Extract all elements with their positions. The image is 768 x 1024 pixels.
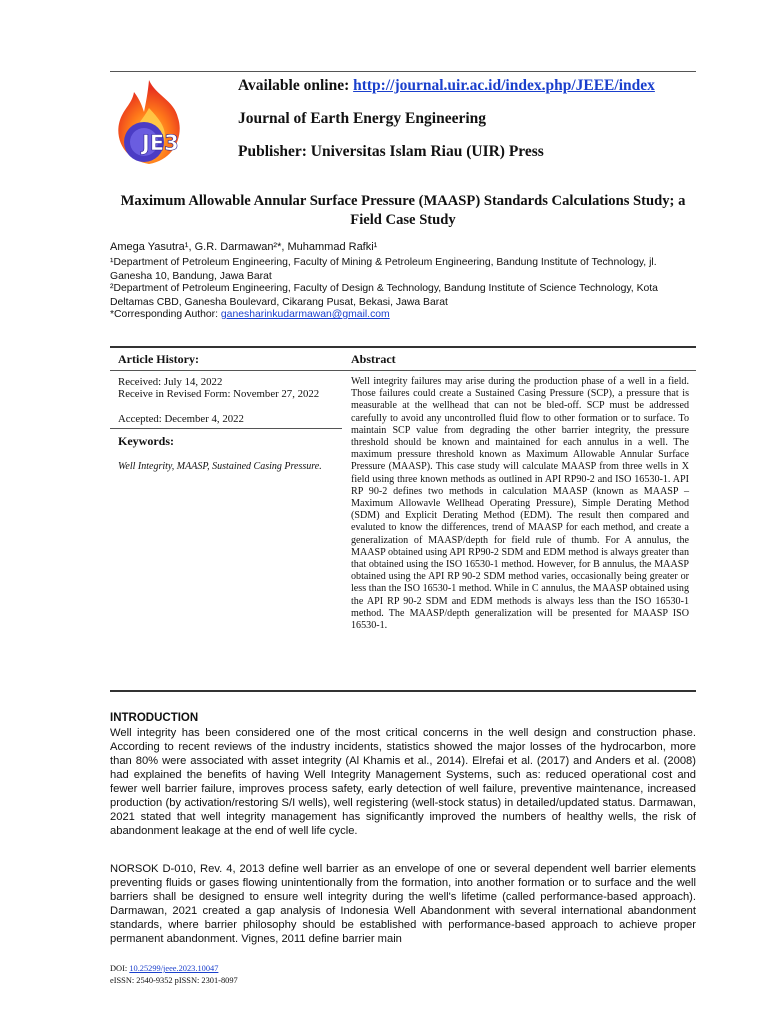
abstract-heading: Abstract bbox=[351, 352, 396, 366]
corresponding-author bbox=[110, 308, 696, 322]
box-top-rule bbox=[110, 346, 696, 348]
corresponding-email-link[interactable]: ganesharinkudarmawan@gmail.com bbox=[220, 309, 390, 320]
available-label: Available online: bbox=[238, 77, 354, 94]
paper-title: Maximum Allowable Annular Surface Pressure (MAASP) Standards Calculations Study; a Field Case Study bbox=[120, 193, 686, 228]
journal-name: Journal of Earth Energy Engineering bbox=[238, 110, 487, 127]
authors: Amega Yasutra¹, G.R. Darmawan²*, Muhammad Rafki¹ bbox=[110, 241, 378, 253]
affiliation-1: ¹Department of Petroleum Engineering, Faculty of Mining & Petroleum Engineering, Bandung Institute of Technology, jl. Ganesha 10, Bandung, Jawa Barat bbox=[110, 257, 657, 282]
revised-date: Receive in Revised Form: November 27, 2022 bbox=[118, 388, 320, 400]
publisher: Publisher: Universitas Islam Riau (UIR) Press bbox=[238, 143, 544, 160]
corresponding-label: *Corresponding Author: bbox=[110, 309, 221, 320]
doi bbox=[110, 963, 218, 974]
received-date: Received: July 14, 2022 bbox=[118, 376, 223, 388]
accepted-date: Accepted: December 4, 2022 bbox=[118, 413, 244, 425]
top-rule bbox=[110, 71, 696, 72]
logo-text: JE3 bbox=[142, 131, 179, 155]
keywords-text: Well Integrity, MAASP, Sustained Casing Pressure. bbox=[118, 461, 322, 472]
history-bottom-rule bbox=[110, 428, 342, 429]
abstract-text: Well integrity failures may arise during the production phase of a well in a field. Those failures could create a Sustained Casing Pressure (SCP), a pressure that is measurable at the wellhead that can not be bled-off. SCP must be addressed carefully to avoid any uncontrolled fluid flow to other formation or to surface. To maintain SCP value from degrading the other barrier integrity, the pressure threshold should be known and maintained for each annulus in a well. The maximum pressure threshold known as Maximum Allowable Annular Surface Pressure (MAASP). This case study will calculate MAASP from three wells in X field using three known methods as outlined in API RP90-2 and ISO 16530-1. API RP 90-2 defines two methods in calculation MAASP (known as MAASP – Maximum Allowavle Wellhead Operating Pressure), Simple Derating Method (SDM) and Explicit Derating Method (EDM). The result then compared and evaluted to know the differences, trend of MAASP for each method, and create a generalization of MAASP/depth for field rule of thumb. For A annulus, the MAASP obtained using API RP90-2 SDM and EDM method is always greater than that obtained using the ISO 16530-1 method. However, for B annulus, the MAASP obtained using the API RP 90-2 SDM method varies, occasionally being greater or less than the ISO 16530-1 method. While in C annulus, the MAASP obtained using the API RP 90-2 SDM and EDM methods is always less than the ISO 16530-1 method. The MAASP/depth generalization will be presented for MAASP ISO 16530-1. bbox=[351, 376, 689, 632]
keywords-heading: Keywords: bbox=[118, 434, 174, 448]
journal-logo bbox=[108, 78, 190, 166]
introduction-paragraph-1: Well integrity has been considered one of the most critical concerns in the well design and construction phase. According to recent reviews of the industry incidents, statistics showed the major losses of the hydrocarbon, more than 80% were associated with asset integrity (Al Khamis et al., 2014). Elrefai et al. (2017) and Anders et al. (2008) had explained the benefits of having Well Integrity Management Systems, such as: reduced operational cost and fewer well barrier failure, improves process safety, early detection of well failure, preventive maintenance, increased production (by activation/restoring S/I wells), well registering (well-stock status) in detailed/updated status. Darmawan, 2021 stated that well integrity management has significantly improved the numbers of healthy wells, the risk of abandonment leakage at the end of well life cycle. bbox=[110, 727, 696, 837]
article-history-heading: Article History: bbox=[118, 352, 199, 366]
issn: eISSN: 2540-9352 pISSN: 2301-8097 bbox=[110, 976, 238, 985]
introduction-heading: INTRODUCTION bbox=[110, 712, 199, 724]
introduction-paragraph-2: NORSOK D-010, Rev. 4, 2013 define well barrier as an envelope of one or several dependent well barrier elements preventing fluids or gases flowing unintentionally from the formation, into another formation or to surface and the well barriers shall be designed to ensure well integrity during the well's lifetime (called performance-based approach). Darmawan, 2021 created a gap analysis of Indonesia Well Abandonment with several international abandonment standards, where barrier philosophy should be established with performance-based approach to achieve proper permanent abandonment. Vignes, 2011 define barrier main bbox=[110, 863, 696, 945]
doi-link[interactable]: 10.25299/jeee.2023.10047 bbox=[129, 964, 219, 973]
box-header-rule bbox=[110, 370, 696, 371]
doi-label: DOI: bbox=[110, 964, 130, 973]
available-online bbox=[238, 77, 655, 95]
journal-url-link[interactable]: http://journal.uir.ac.id/index.php/JEEE/index bbox=[353, 77, 655, 94]
affiliation-2: ²Department of Petroleum Engineering, Faculty of Design & Technology, Bandung Institute of Science Technology, Kota Deltamas CBD, Ganesha Boulevard, Cikarang Pusat, Bekasi, Jawa Barat bbox=[110, 283, 658, 308]
box-bottom-rule bbox=[110, 690, 696, 692]
